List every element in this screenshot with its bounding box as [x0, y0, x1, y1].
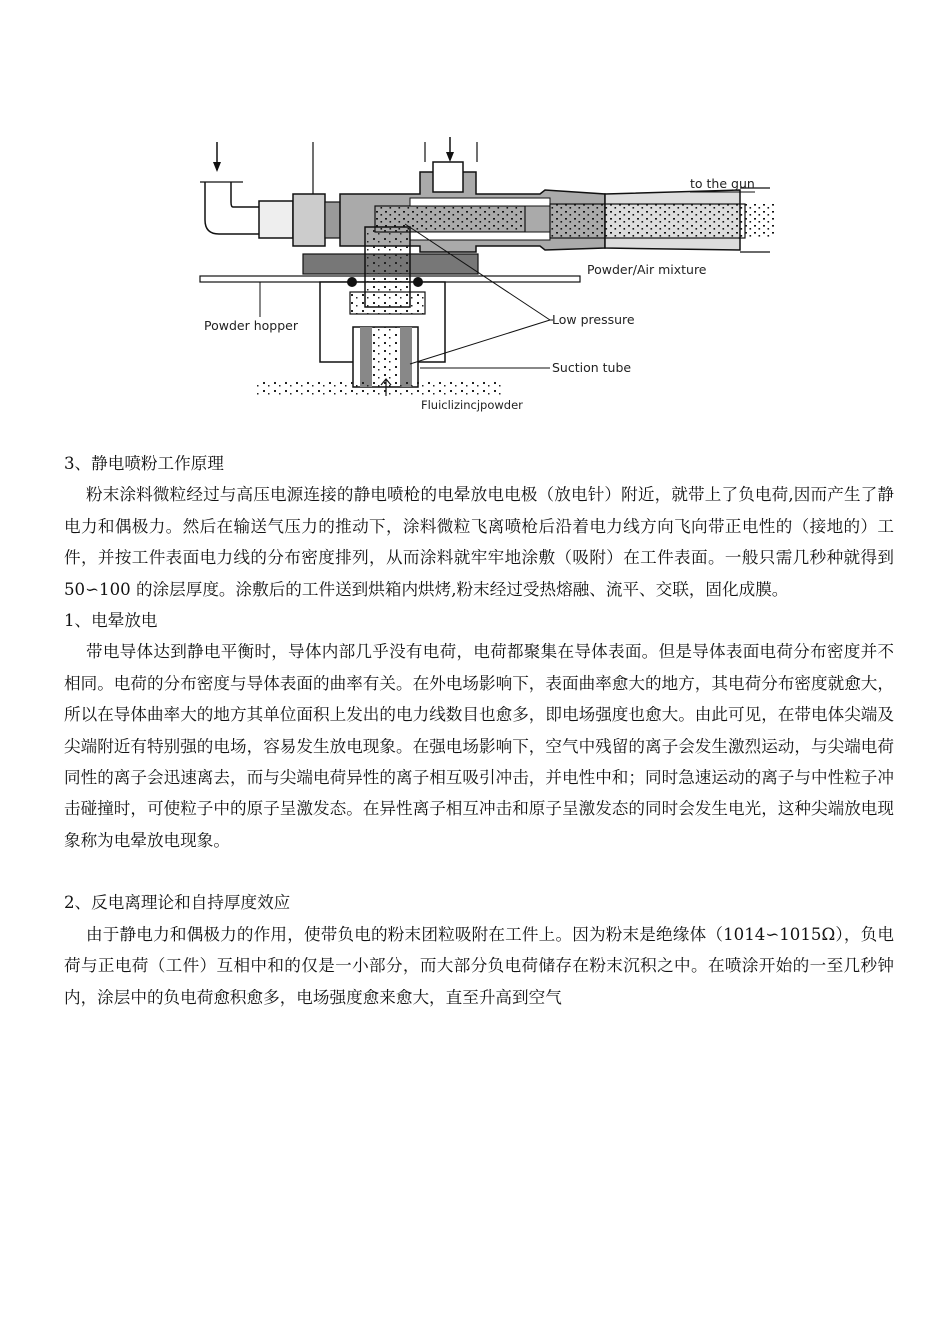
- section-paragraph-2: 由于静电力和偶极力的作用，使带负电的粉末团粒吸附在工件上。因为粉末是绝缘体（1014∽1015Ω），负电荷与正电荷（工件）互相中和的仅是一小部分，而大部分负电荷储存在粉末沉积之中。在喷涂开始的一至几秒钟内，涂层中的负电荷愈积愈多，电场强度愈来愈大，直至升高到空气: [64, 924, 894, 1007]
- air-inlet-arrow-right: [446, 137, 454, 162]
- section-heading-1: 1、电晕放电: [64, 611, 158, 631]
- air-inlet-arrow: [213, 142, 221, 172]
- document-body: [64, 448, 894, 1013]
- section-paragraph-1: 带电导体达到静电平衡时，导体内部几乎没有电荷，电荷都聚集在导体表面。但是导体表面电荷分布密度并不相同。电荷的分布密度与导体表面的曲率有关。在外电场影响下，表面曲率愈大的地方，其电荷分布密度就愈大，所以在导体曲率大的地方其单位面积上发出的电力线数目也愈多，即电场强度也愈大。由此可见，在带电体尖端及尖端附近有特别强的电场，容易发生放电现象。在强电场影响下，空气中残留的离子会发生激烈运动，与尖端电荷同性的离子会迅速离去，而与尖端电荷异性的离子相互吸引冲击，并电性中和；同时急速运动的离子与中性粒子冲击碰撞时，可使粒子中的原子呈激发态。在异性离子相互冲击和原子呈激发态的同时会发生电光，这种尖端放电现象称为电晕放电现象。: [64, 642, 894, 850]
- label-powder-air-mixture: Powder/Air mixture: [587, 262, 707, 277]
- label-to-the-gun: to the gun: [690, 176, 755, 191]
- label-fluidizing-powder: Fluiclizincjpowder: [421, 398, 523, 412]
- label-low-pressure: Low pressure: [552, 312, 635, 327]
- powder-pump-diagram: [195, 132, 775, 422]
- label-suction-tube: Suction tube: [552, 360, 632, 375]
- label-powder-hopper: Powder hopper: [204, 318, 298, 333]
- section-heading-2: 2、反电离理论和自持厚度效应: [64, 893, 291, 913]
- section-paragraph-3: 粉末涂料微粒经过与高压电源连接的静电喷枪的电晕放电电极（放电针）附近，就带上了负电荷,因而产生了静电力和偶极力。然后在输送气压力的推动下，涂料微粒飞离喷枪后沿着电力线方向飞向带正电性的（接地的）工件，并按工件表面电力线的分布密度排列，从而涂料就牢牢地涂敷（吸附）在工件表面。一般只需几秒种就得到 50∽100 的涂层厚度。涂敷后的工件送到烘箱内烘烤,粉末经过受热熔融、流平、交联，固化成膜。: [64, 485, 894, 599]
- paragraph-gap: [64, 856, 894, 887]
- section-heading-3: 3、静电喷粉工作原理: [64, 454, 224, 473]
